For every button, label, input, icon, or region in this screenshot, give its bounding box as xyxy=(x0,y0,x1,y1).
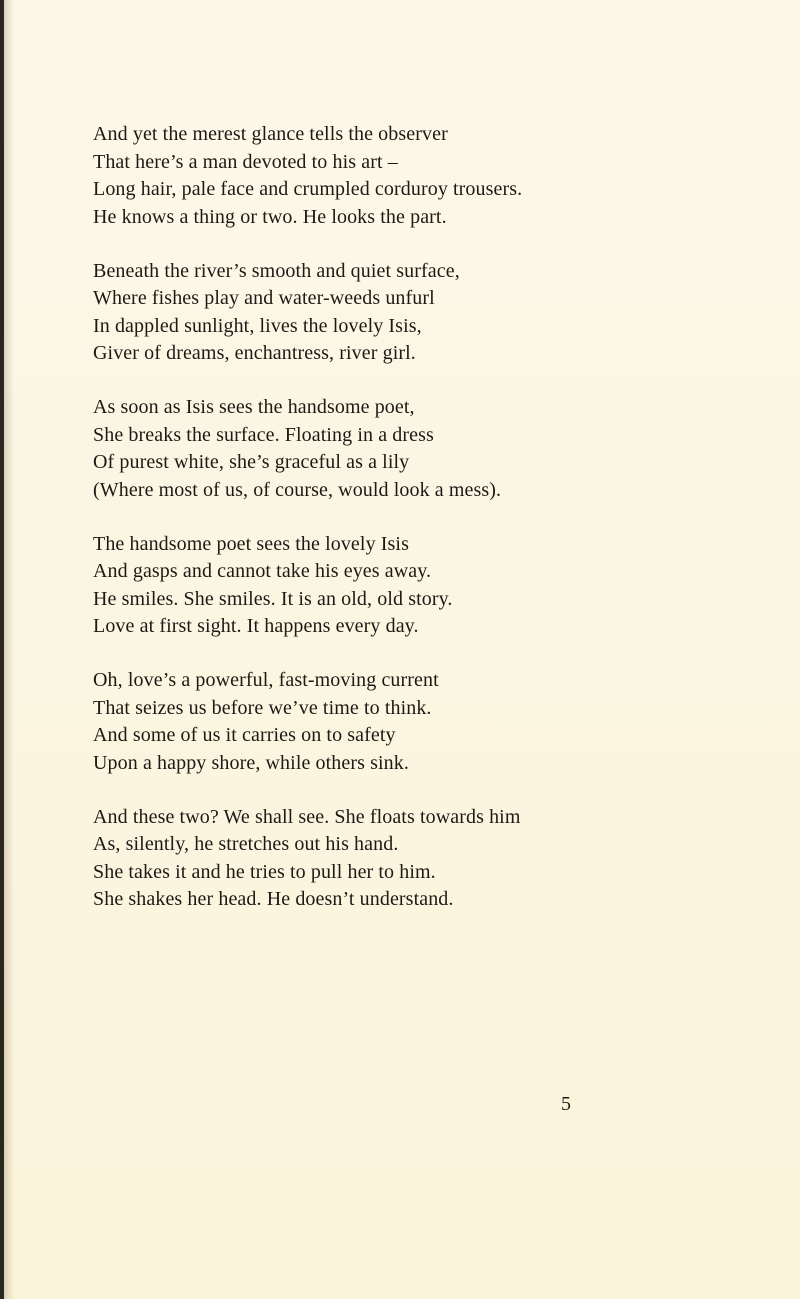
stanza-4 xyxy=(93,531,773,641)
poem-line: Beneath the river’s smooth and quiet surface, xyxy=(93,259,460,282)
stanza-5 xyxy=(93,667,773,777)
poem-line: As, silently, he stretches out his hand. xyxy=(93,833,399,855)
poem-line: And gasps and cannot take his eyes away. xyxy=(93,560,432,582)
poem-line: Upon a happy shore, while others sink. xyxy=(93,751,409,774)
poem-line: He knows a thing or two. He looks the part. xyxy=(93,205,447,228)
poem-line: Love at first sight. It happens every day. xyxy=(93,615,419,637)
poem-line: She breaks the surface. Floating in a dress xyxy=(93,423,434,446)
stanza-3 xyxy=(93,394,773,504)
poem-line: That here’s a man devoted to his art – xyxy=(93,150,398,173)
poem-line: Of purest white, she’s graceful as a lily xyxy=(93,451,410,473)
poem-line: Long hair, pale face and crumpled corduroy trousers. xyxy=(93,178,523,200)
stanza-2 xyxy=(93,258,773,368)
poem-line: The handsome poet sees the lovely Isis xyxy=(93,532,409,555)
poem-line: And yet the merest glance tells the observer xyxy=(93,123,448,145)
stanza-6 xyxy=(93,804,773,914)
poem-line: That seizes us before we’ve time to think. xyxy=(93,696,432,719)
poem-line: And these two? We shall see. She floats towards him xyxy=(93,805,521,828)
poem xyxy=(93,121,773,940)
poem-line: In dappled sunlight, lives the lovely Isis, xyxy=(93,314,422,337)
poem-line: She shakes her head. He doesn’t understand. xyxy=(93,888,454,910)
poem-line: She takes it and he tries to pull her to him. xyxy=(93,860,436,883)
poem-line: Giver of dreams, enchantress, river girl. xyxy=(93,342,416,364)
page-number: 5 xyxy=(561,1093,571,1115)
poem-line: Oh, love’s a powerful, fast-moving current xyxy=(93,669,439,691)
poem-line: Where fishes play and water-weeds unfurl xyxy=(93,287,435,309)
poem-line: He smiles. She smiles. It is an old, old story. xyxy=(93,587,453,610)
poem-line: (Where most of us, of course, would look a mess). xyxy=(93,478,502,501)
poem-line: As soon as Isis sees the handsome poet, xyxy=(93,396,415,418)
stanza-1 xyxy=(93,121,773,231)
poem-line: And some of us it carries on to safety xyxy=(93,724,396,746)
